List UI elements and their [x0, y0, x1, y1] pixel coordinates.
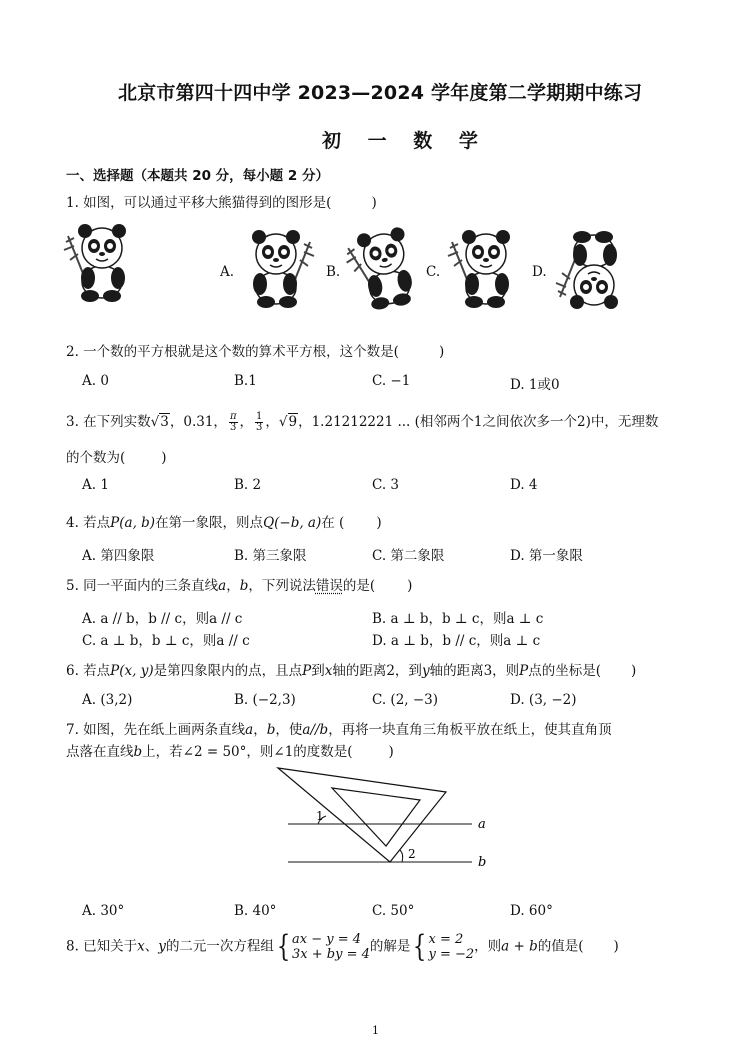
solution-system: x = 2 y = −2 — [428, 932, 475, 962]
question-3-line-1: 3. 在下列实数√3，0.31， $\frac{\pi}{3}$ ， $\frac{1}{3}$ ，√9，1.21212221 ... (相邻两个1之间依次多一个2)中，无理数 — [66, 411, 659, 433]
q4-option-d[interactable]: D. 第一象限 — [510, 548, 583, 564]
question-7-line-2: 点落在直线b上，若∠2 = 50°，则∠1的度数是( ) — [66, 744, 394, 760]
page-title: 北京市第四十四中学 2023—2024 学年度第二学期期中练习 — [118, 82, 643, 104]
system-brace: { — [276, 929, 291, 964]
q7-option-d[interactable]: D. 60° — [510, 903, 553, 919]
question-7-line-1: 7. 如图，先在纸上画两条直线a，b，使a//b，再将一块直角三角板平放在纸上，使其直角顶 — [66, 722, 612, 738]
q4-option-c[interactable]: C. 第二象限 — [372, 548, 445, 564]
sqrt-3: √3 — [150, 414, 169, 430]
q7-option-b[interactable]: B. 40° — [234, 903, 277, 919]
q5-option-c[interactable]: C. a ⊥ b，b ⊥ c，则a // c — [82, 633, 250, 649]
question-1-stem: 1. 如图，可以通过平移大熊猫得到的图形是( — [66, 195, 332, 211]
question-2-paren: ) — [438, 344, 445, 360]
panda-option-c-image[interactable] — [444, 222, 526, 312]
q1-option-b-label[interactable]: B. — [326, 264, 341, 280]
line-b-label: b — [478, 855, 487, 870]
question-2 — [66, 340, 444, 360]
q5-option-a[interactable]: A. a // b，b // c，则a // c — [82, 611, 243, 627]
q3-option-d[interactable]: D. 4 — [510, 477, 538, 493]
q2-option-a[interactable]: A. 0 — [82, 373, 109, 389]
q6-option-a[interactable]: A. (3,2) — [82, 692, 133, 708]
angle-2-label: 2 — [408, 847, 416, 861]
q3-option-b[interactable]: B. 2 — [234, 477, 262, 493]
q7-geometry-figure — [270, 762, 500, 874]
angle-1-label: 1 — [316, 809, 324, 823]
q4-option-b[interactable]: B. 第三象限 — [234, 548, 307, 564]
q3-option-a[interactable]: A. 1 — [82, 477, 109, 493]
line-a-label: a — [478, 817, 486, 832]
q4-option-a[interactable]: A. 第四象限 — [82, 548, 155, 564]
question-1-paren: ) — [371, 195, 377, 211]
solution-brace: { — [413, 929, 427, 964]
emphasis-wrong: 错误 — [315, 578, 343, 594]
q7-option-c[interactable]: C. 50° — [372, 903, 415, 919]
question-2-stem: 2. 一个数的平方根就是这个数的算术平方根，这个数是( — [66, 344, 399, 360]
q5-option-d[interactable]: D. a ⊥ b，b // c，则a ⊥ c — [372, 633, 541, 649]
sqrt-9: √9 — [278, 414, 298, 430]
q6-option-b[interactable]: B. (−2,3) — [234, 692, 296, 708]
panda-option-d-image[interactable] — [552, 222, 634, 322]
panda-option-b-image[interactable] — [344, 222, 426, 312]
section-heading: 一、选择题（本题共 20 分，每小题 2 分） — [66, 168, 329, 184]
triangle-outer — [278, 768, 446, 862]
triangle-inner — [332, 788, 420, 846]
fraction-pi-over-3: $\frac{\pi}{3}$ — [229, 411, 237, 433]
q7-option-a[interactable]: A. 30° — [82, 903, 125, 919]
q2-option-c[interactable]: C. −1 — [372, 373, 411, 389]
question-8: 8. 已知关于x、y的二元一次方程组{ ax − y = 4 3x + by = 4 的解是{ x = 2 y = −2 ，则a + b的值是( ) — [66, 929, 619, 964]
equation-system: ax − y = 4 3x + by = 4 — [292, 932, 370, 962]
panda-option-a-image[interactable] — [236, 222, 318, 312]
q6-option-c[interactable]: C. (2, −3) — [372, 692, 439, 708]
fraction-1-over-3: $\frac{1}{3}$ — [256, 411, 263, 433]
panda-original-image — [60, 216, 142, 306]
question-3-line-2: 的个数为( ) — [66, 450, 167, 466]
page-subtitle: 初 一 数 学 — [322, 130, 488, 152]
q2-option-b[interactable]: B.1 — [234, 373, 257, 389]
q3-option-c[interactable]: C. 3 — [372, 477, 400, 493]
question-4: 4. 若点P(a, b)在第一象限，则点Q(−b, a)在 ( ) — [66, 515, 382, 531]
q5-option-b[interactable]: B. a ⊥ b，b ⊥ c，则a ⊥ c — [372, 611, 544, 627]
q1-option-a-label[interactable]: A. — [220, 264, 235, 280]
q1-option-c-label[interactable]: C. — [426, 264, 441, 280]
question-5: 5. 同一平面内的三条直线a，b，下列说法错误的是( ) — [66, 578, 413, 594]
q6-option-d[interactable]: D. (3, −2) — [510, 692, 577, 708]
question-1 — [66, 191, 377, 211]
q2-option-d[interactable]: D. 1或0 — [510, 377, 560, 393]
question-6: 6. 若点P(x, y)是第四象限内的点，且点P到x轴的距离2，到y轴的距离3，则P点的坐标是( ) — [66, 663, 637, 679]
page-number: 1 — [372, 1024, 379, 1037]
q1-option-d-label[interactable]: D. — [532, 264, 547, 280]
